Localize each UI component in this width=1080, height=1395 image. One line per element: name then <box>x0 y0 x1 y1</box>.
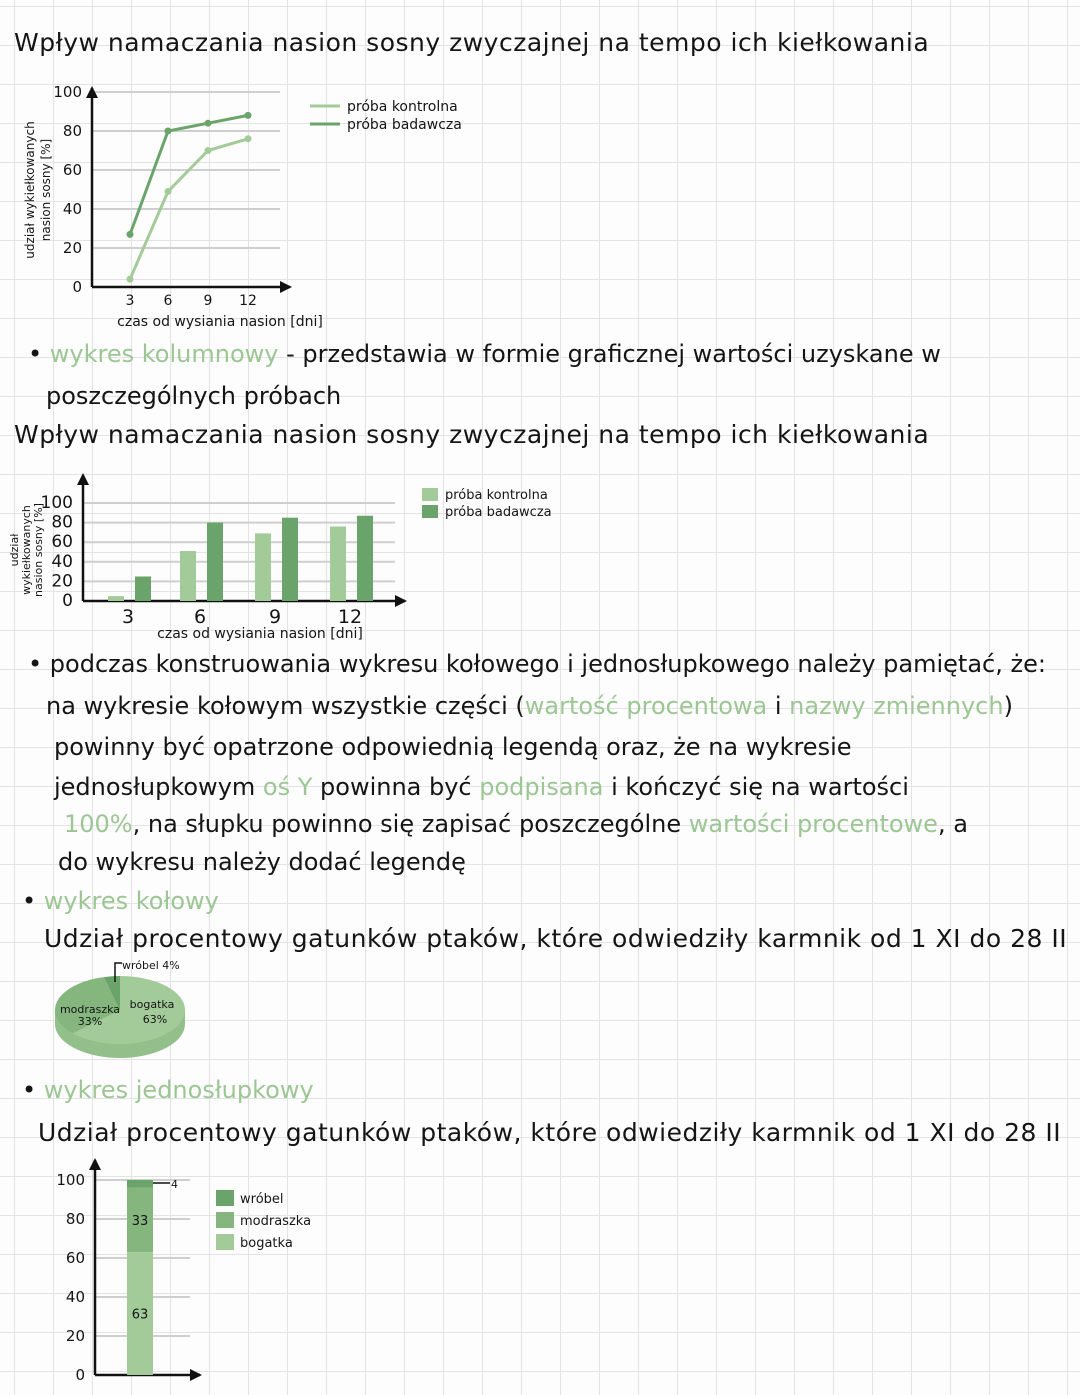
line-chart-y-label: nasion sosny [%] <box>39 138 53 242</box>
para-line-3: powinny być opatrzone odpowiednią legendą oraz, że na wykresie <box>54 733 852 761</box>
pie-label: modraszka <box>59 1003 121 1016</box>
stack-chart-y-tick: 100 <box>56 1171 85 1189</box>
stack-segment <box>127 1180 153 1188</box>
legend-swatch <box>216 1212 234 1228</box>
bullet-pie-label: wykres kołowy <box>43 887 219 915</box>
bullet-stack-label: wykres jednosłupkowy <box>43 1076 314 1104</box>
legend-label: wróbel <box>240 1192 284 1207</box>
legend-swatch <box>422 505 438 518</box>
line-chart-x-label: czas od wysiania nasion [dni] <box>117 314 323 330</box>
line-chart-y-label: udział wykiełkowanych <box>23 121 37 259</box>
pie-label: wróbel 4% <box>122 959 180 972</box>
stack-chart-y-tick: 60 <box>65 1249 85 1267</box>
legend-swatch <box>216 1234 234 1250</box>
line-chart-x-tick: 3 <box>125 293 135 309</box>
bullet-stack: • wykres jednosłupkowy <box>22 1076 314 1104</box>
hl-text: wartości procentowe <box>688 810 938 838</box>
bar-chart-x-tick: 3 <box>121 606 135 628</box>
stack-value: 33 <box>131 1213 149 1229</box>
bar-chart-y-label: udział <box>8 533 21 567</box>
t: ) <box>1003 692 1013 720</box>
bullet-pie: • wykres kołowy <box>22 887 219 915</box>
stack-chart-y-tick: 20 <box>65 1327 85 1345</box>
bullet-column-label: wykres kolumnowy <box>49 340 279 368</box>
legend-label: próba kontrolna <box>445 488 548 503</box>
section2-title: Wpływ namaczania nasion sosny zwyczajnej na tempo ich kiełkowania <box>14 420 930 449</box>
t: powinna być <box>312 773 480 801</box>
pie-value: 33% <box>77 1015 103 1028</box>
stack-chart-y-tick: 0 <box>75 1366 85 1384</box>
bar-chart-x-label: czas od wysiania nasion [dni] <box>157 626 363 642</box>
t: jednosłupkowym <box>54 773 263 801</box>
bar-chart-y-tick: 80 <box>51 512 73 533</box>
t: , na słupku powinno się zapisać poszczególne <box>132 810 689 838</box>
bullet-column-text2: poszczególnych próbach <box>46 382 342 410</box>
line-chart-y-tick: 80 <box>62 122 82 140</box>
line-chart-y-tick: 60 <box>62 161 82 179</box>
stack-value: 63 <box>131 1307 149 1323</box>
legend-swatch <box>216 1190 234 1206</box>
line-chart-y-tick: 20 <box>62 239 82 257</box>
hl-text: oś Y <box>262 773 313 801</box>
legend-swatch <box>422 488 438 501</box>
stack-title: Udział procentowy gatunków ptaków, które odwiedziły karmnik od 1 XI do 28 II <box>38 1118 1062 1147</box>
bullet-column-text: - przedstawia w formie graficznej wartości uzyskane w <box>278 340 941 368</box>
section1-title: Wpływ namaczania nasion sosny zwyczajnej na tempo ich kiełkowania <box>14 28 930 57</box>
hl-text: podpisana <box>479 773 604 801</box>
para-line-6: do wykresu należy dodać legendę <box>58 848 466 876</box>
stack-chart-y-tick: 40 <box>65 1288 85 1306</box>
line-chart-y-tick: 0 <box>72 278 82 296</box>
bar-chart-y-tick: 60 <box>51 532 73 553</box>
legend-label: próba badawcza <box>445 505 552 520</box>
t: na wykresie kołowym wszystkie części ( <box>46 692 525 720</box>
bar-chart-y-tick: 100 <box>40 493 73 513</box>
bullet-column: • wykres kolumnowy - przedstawia w formie graficznej wartości uzyskane w <box>28 340 941 368</box>
pie-value: 63% <box>142 1013 168 1026</box>
stack-chart-x-arrow-icon <box>190 1369 202 1381</box>
bar-chart-y-label: wykiełkowanych <box>20 505 33 595</box>
line-chart-x-tick: 12 <box>239 293 257 309</box>
legend-label: próba badawcza <box>347 117 462 133</box>
t: i kończyć się na wartości <box>603 773 909 801</box>
bar-chart-y-label: nasion sosny [%] <box>32 503 45 597</box>
stack-chart-y-arrow-icon <box>89 1158 101 1170</box>
bar-chart-x-tick: 6 <box>193 606 207 628</box>
bar-chart-x-tick: 9 <box>268 606 282 628</box>
legend-label: bogatka <box>240 1236 293 1251</box>
stack-chart-y-tick: 80 <box>65 1210 85 1228</box>
pie-title: Udział procentowy gatunków ptaków, które odwiedziły karmnik od 1 XI do 28 II <box>44 924 1068 953</box>
bar-chart-y-tick: 20 <box>51 571 73 592</box>
line-chart-x-tick: 9 <box>203 293 213 309</box>
bar-chart-x-tick: 12 <box>337 606 363 628</box>
hl-text: wartość procentowa <box>524 692 768 720</box>
bar-chart-y-tick: 40 <box>51 551 73 572</box>
bar-chart-y-tick: 0 <box>62 591 73 611</box>
stacked-bar-chart <box>0 0 400 1395</box>
pie-label: bogatka <box>129 998 175 1011</box>
legend-label: próba kontrolna <box>347 99 458 115</box>
t: i <box>767 692 790 720</box>
line-chart-y-tick: 40 <box>62 200 82 218</box>
stack-value: 4 <box>171 1178 178 1191</box>
line-chart-y-tick: 100 <box>53 83 82 101</box>
line-chart-x-tick: 6 <box>163 293 173 309</box>
t: , a <box>937 810 968 838</box>
legend-label: modraszka <box>240 1214 312 1229</box>
hl-text: 100% <box>64 810 133 838</box>
para-line-1: podczas konstruowania wykresu kołowego i jednosłupkowego należy pamiętać, że: <box>49 650 1046 678</box>
hl-text: nazwy zmiennych <box>789 692 1004 720</box>
